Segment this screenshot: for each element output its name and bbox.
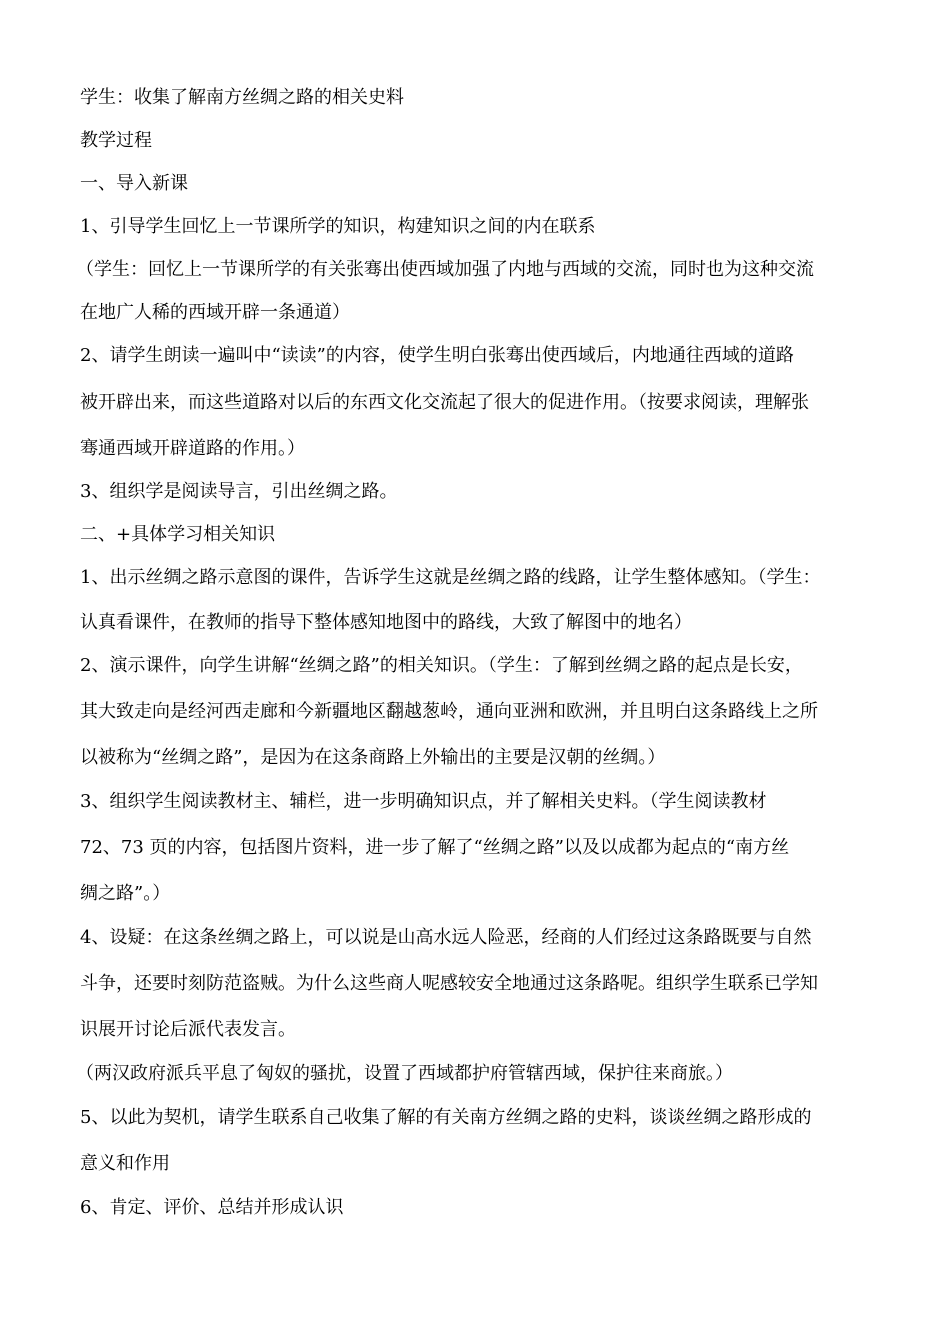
text-line: 5、以此为契机，请学生联系自己收集了解的有关南方丝绸之路的史料，谈谈丝绸之路形成的 — [80, 1107, 812, 1128]
text-line: 3、组织学生阅读教材主、辅栏，进一步明确知识点，并了解相关史料。（学生阅读教材 — [80, 791, 767, 812]
text-line: 骞通西域开辟道路的作用。） — [80, 438, 305, 459]
text-line: 2、演示课件，向学生讲解“丝绸之路”的相关知识。（学生：了解到丝绸之路的起点是长安， — [80, 655, 803, 676]
text-line: 在地广人稀的西域开辟一条通道） — [80, 302, 350, 323]
text-line: 1、引导学生回忆上一节课所学的知识，构建知识之间的内在联系 — [80, 216, 596, 237]
text-line: 1、出示丝绸之路示意图的课件，告诉学生这就是丝绸之路的线路，让学生整体感知。（学生： — [80, 567, 821, 588]
text-line: （学生：回忆上一节课所学的有关张骞出使西域加强了内地与西域的交流，同时也为这种交流 — [76, 259, 814, 280]
text-line: 识展开讨论后派代表发言。 — [80, 1019, 296, 1040]
text-line: 斗争，还要时刻防范盗贼。为什么这些商人呢感较安全地通过这条路呢。组织学生联系已学知 — [80, 973, 818, 994]
text-line: 其大致走向是经河西走廊和今新疆地区翻越葱岭，通向亚洲和欧洲，并且明白这条路线上之所 — [80, 701, 818, 722]
text-line: 3、组织学是阅读导言，引出丝绸之路。 — [80, 481, 398, 502]
text-line: 教学过程 — [80, 130, 152, 151]
text-line: 认真看课件，在教师的指导下整体感知地图中的路线，大致了解图中的地名） — [80, 612, 692, 633]
text-line: 被开辟出来，而这些道路对以后的东西文化交流起了很大的促进作用。（按要求阅读，理解张 — [80, 392, 809, 413]
text-line: 意义和作用 — [80, 1153, 170, 1174]
text-line: 以被称为“丝绸之路”，是因为在这条商路上外输出的主要是汉朝的丝绸。） — [80, 747, 666, 768]
section-heading: 二、+具体学习相关知识 — [80, 524, 276, 545]
text-line: 4、设疑：在这条丝绸之路上，可以说是山高水远人险恶，经商的人们经过这条路既要与自然 — [80, 927, 812, 948]
text-line: （两汉政府派兵平息了匈奴的骚扰，设置了西域都护府管辖西域，保护往来商旅。） — [76, 1063, 733, 1084]
text-line: 2、请学生朗读一遍叫中“读读”的内容，使学生明白张骞出使西域后，内地通往西域的道路 — [80, 345, 794, 366]
text-line: 绸之路”。） — [80, 883, 171, 904]
text-line: 一、导入新课 — [80, 173, 188, 194]
text-line: 72、73 页的内容，包括图片资料，进一步了解了“丝绸之路”以及以成都为起点的“南方丝 — [80, 837, 790, 858]
text-line: 学生：收集了解南方丝绸之路的相关史料 — [80, 87, 404, 108]
text-line: 6、肯定、评价、总结并形成认识 — [80, 1197, 344, 1218]
